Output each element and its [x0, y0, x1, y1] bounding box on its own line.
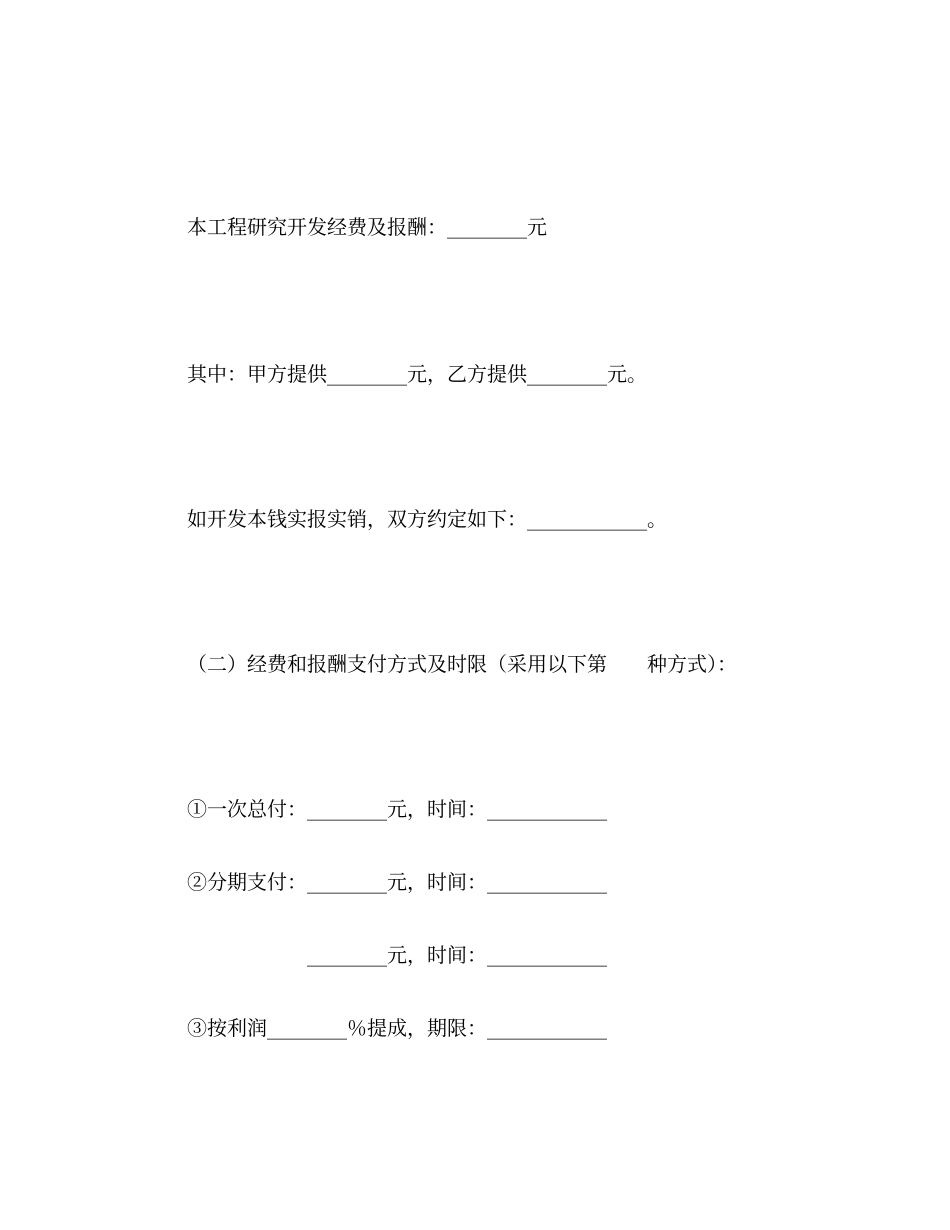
- funding-total-line: 本工程研究开发经费及报酬：________元: [187, 215, 547, 239]
- payment-method-heading: （二）经费和报酬支付方式及时限（采用以下第 种方式）：: [187, 652, 737, 676]
- installment-payment-line: ②分期支付：________元，时间：____________: [187, 870, 607, 894]
- lump-sum-payment-line: ①一次总付：________元，时间：____________: [187, 797, 607, 821]
- cost-reimbursement-line: 如开发本钱实报实销，双方约定如下：____________。: [187, 507, 667, 531]
- installment-payment-line-2: ________元，时间：____________: [187, 943, 607, 967]
- funding-split-line: 其中：甲方提供________元，乙方提供________元。: [187, 362, 647, 386]
- profit-share-line: ③按利润________％提成，期限：____________: [187, 1016, 607, 1040]
